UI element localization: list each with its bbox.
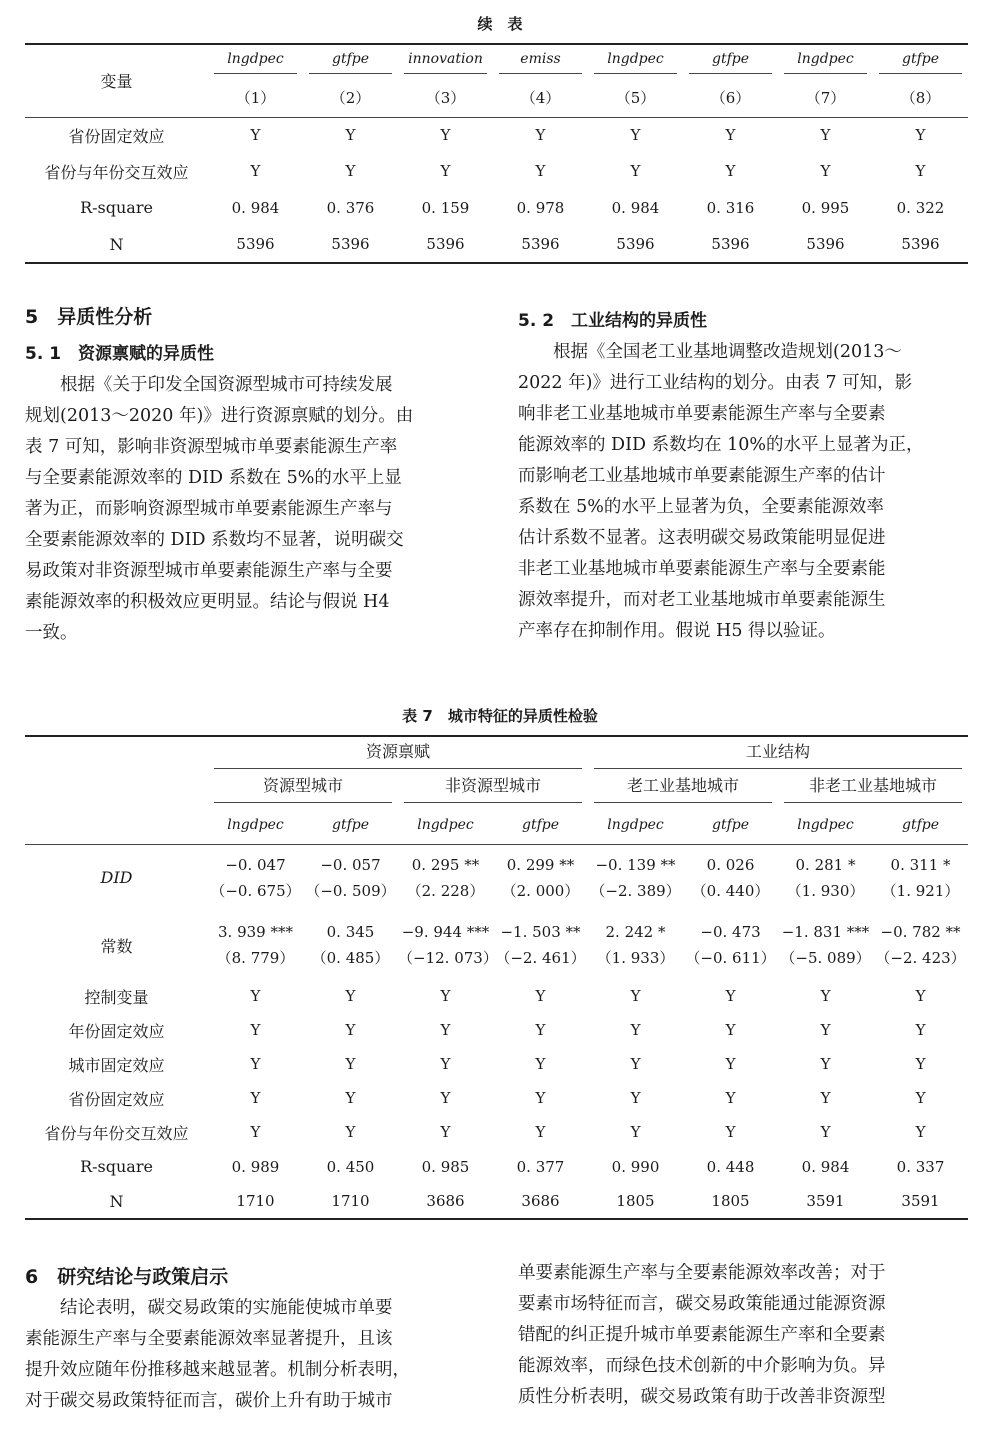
table-cell: 5396: [236, 235, 275, 253]
table-cell: 0. 376: [326, 198, 375, 217]
col-name: gtfpe: [902, 816, 940, 833]
table-cell: 0. 984: [611, 198, 660, 217]
table-cell: Y: [820, 126, 831, 145]
col-number: （1）: [235, 89, 276, 108]
text-line: 表 7 可知，影响非资源型城市单要素能源生产率: [25, 437, 398, 457]
col-name: gtfpe: [879, 51, 962, 74]
col-name: lngdpec: [594, 51, 677, 74]
table-cell: 0. 985: [421, 1157, 470, 1176]
table-cell: Y: [915, 1055, 926, 1073]
t-value: （0. 485）: [311, 949, 390, 967]
coef-value: −0. 057: [320, 855, 381, 874]
text-line: 根据《关于印发全国资源型城市可持续发展: [25, 375, 393, 395]
did-row: [25, 844, 968, 911]
row-label: 省份与年份交互效应: [44, 162, 189, 182]
coef-value: −1. 831 ***: [781, 923, 870, 941]
text-line: 一致。: [25, 623, 78, 643]
table-row: [25, 226, 968, 263]
table-cell: Y: [820, 987, 831, 1005]
text-line: 素能源生产率与全要素能源效率显著提升，且该: [25, 1329, 393, 1349]
col-name: gtfpe: [521, 816, 560, 833]
col-number: （7）: [805, 89, 846, 108]
col-name: gtfpe: [331, 816, 370, 833]
row-label: DID: [100, 868, 133, 888]
col-name: lngdpec: [607, 816, 664, 833]
constant-row: [25, 911, 968, 979]
table-cell: Y: [345, 1055, 356, 1073]
coef-value: −1. 503 **: [500, 923, 581, 941]
col-name: gtfpe: [309, 51, 392, 74]
table-cell: 5396: [521, 235, 560, 253]
t-value: （1. 930）: [786, 881, 865, 900]
text-line: 源效率提升，而对老工业基地城市单要素能源生: [518, 590, 886, 610]
row-label: 省份固定效应: [68, 1089, 165, 1109]
table-cell: Y: [535, 1021, 546, 1039]
table-cell: Y: [345, 126, 356, 145]
section-6-left-text: [25, 1293, 480, 1417]
table-cell: 0. 990: [611, 1157, 660, 1176]
continued-table-body: [25, 117, 968, 263]
variable-header: 变量: [25, 44, 208, 117]
table-cell: Y: [915, 162, 926, 180]
table-cell: Y: [820, 1021, 831, 1039]
col-number: （4）: [520, 89, 561, 108]
table-cell: Y: [725, 1123, 736, 1141]
text-line: 而影响老工业基地城市单要素能源生产率的估计: [518, 466, 886, 486]
table-cell: Y: [440, 1055, 451, 1073]
table-cell: Y: [725, 1021, 736, 1039]
table-cell: 0. 984: [231, 198, 280, 217]
row-label: R-square: [80, 198, 153, 217]
section-5-heading: 5 异质性分析: [25, 306, 153, 328]
table-row: [25, 1184, 968, 1219]
coef-value: 2. 242 *: [605, 923, 666, 941]
table-cell: Y: [345, 1021, 356, 1039]
section-5-2-heading: 5. 2 工业结构的异质性: [518, 311, 708, 331]
t-value: （−12. 073）: [398, 949, 498, 967]
col-name: emiss: [499, 51, 582, 74]
table-cell: Y: [725, 1055, 736, 1073]
col-name: lngdpec: [214, 51, 297, 74]
row-label: N: [109, 234, 124, 254]
table-cell: 0. 316: [706, 198, 755, 217]
table-row: [25, 153, 968, 189]
table-cell: 5396: [901, 235, 940, 253]
table-row: [25, 1149, 968, 1184]
col-number: （3）: [425, 89, 466, 108]
table-cell: 1710: [236, 1192, 275, 1210]
t-value: （8. 779）: [216, 949, 295, 967]
coef-value: −0. 782 **: [880, 923, 961, 941]
text-line: 提升效应随年份推移越来越显著。机制分析表明，: [25, 1360, 410, 1380]
col-name: lngdpec: [227, 816, 284, 833]
t-value: （−0. 509）: [305, 881, 396, 900]
text-line: 规划(2013～2020 年)》进行资源禀赋的划分。由: [25, 406, 414, 426]
table-cell: 5396: [426, 235, 465, 253]
table-cell: 0. 448: [706, 1157, 755, 1176]
row-label: 省份与年份交互效应: [44, 1123, 189, 1143]
section-5-1-heading: 5. 1 资源禀赋的异质性: [25, 344, 215, 364]
table-cell: 0. 978: [516, 198, 565, 217]
coef-value: 0. 345: [326, 923, 375, 941]
section-5-2-text: [518, 337, 974, 647]
text-line: 质性分析表明，碳交易政策有助于改善非资源型: [518, 1387, 886, 1407]
table-cell: 1710: [331, 1192, 370, 1210]
table-cell: Y: [630, 1089, 641, 1107]
text-line: 2022 年)》进行工业结构的划分。由表 7 可知，影: [518, 373, 913, 393]
t-value: （−0. 675）: [210, 881, 301, 900]
table-cell: Y: [915, 126, 926, 145]
t-value: （0. 440）: [691, 881, 770, 900]
table-cell: Y: [440, 126, 451, 145]
col-name: innovation: [404, 51, 487, 74]
table-cell: 0. 995: [801, 198, 850, 217]
text-line: 要素市场特征而言，碳交易政策能通过能源资源: [518, 1294, 886, 1314]
table-cell: 0. 984: [801, 1157, 850, 1176]
row-label: N: [109, 1191, 124, 1211]
row-label: 控制变量: [84, 987, 149, 1007]
t-value: （−2. 461）: [495, 949, 586, 967]
table-cell: Y: [820, 1055, 831, 1073]
table-cell: Y: [630, 1055, 641, 1073]
table-cell: 1805: [616, 1192, 655, 1210]
subgroup-old-industrial-city: 老工业基地城市: [594, 773, 772, 803]
col-number: （8）: [900, 89, 941, 108]
table-7-caption: 表 7 城市特征的异质性检验: [402, 707, 598, 725]
table-7: [25, 735, 968, 1220]
table-cell: Y: [250, 126, 261, 145]
table-cell: Y: [250, 987, 261, 1005]
table-cell: Y: [915, 1021, 926, 1039]
table-cell: Y: [250, 1089, 261, 1107]
text-line: 能源效率，而绿色技术创新的中介影响为负。异: [518, 1356, 886, 1376]
table-cell: Y: [915, 1123, 926, 1141]
text-line: 素能源效率的积极效应更明显。结论与假说 H4: [25, 592, 390, 612]
table-cell: Y: [535, 126, 546, 145]
text-line: 与全要素能源效率的 DID 系数在 5%的水平上显: [25, 468, 402, 488]
subgroup-resource-city: 资源型城市: [214, 773, 392, 803]
table-cell: Y: [440, 1123, 451, 1141]
t-value: （−2. 389）: [590, 881, 681, 900]
coef-value: −9. 944 ***: [401, 923, 490, 941]
t-value: （1. 921）: [881, 881, 960, 900]
table-cell: Y: [820, 1123, 831, 1141]
table-cell: Y: [535, 1123, 546, 1141]
row-label: 省份固定效应: [68, 126, 165, 146]
coef-value: 0. 281 *: [795, 855, 856, 874]
table-cell: 5396: [616, 235, 655, 253]
table-cell: Y: [250, 1123, 261, 1141]
coef-value: 3. 939 ***: [218, 923, 293, 941]
text-line: 著为正，而影响资源型城市单要素能源生产率与: [25, 499, 393, 519]
table-cell: Y: [345, 987, 356, 1005]
table-cell: 0. 377: [516, 1157, 565, 1176]
t-value: （2. 000）: [501, 881, 580, 900]
row-label: 年份固定效应: [68, 1021, 165, 1041]
table-cell: Y: [535, 162, 546, 180]
col-name: gtfpe: [689, 51, 772, 74]
coef-value: 0. 026: [706, 855, 755, 874]
t-value: （−5. 089）: [780, 949, 871, 967]
table-cell: Y: [345, 1123, 356, 1141]
col-name: lngdpec: [417, 816, 474, 833]
table-cell: 0. 159: [421, 198, 470, 217]
col-name: gtfpe: [712, 816, 750, 833]
subgroup-non-old-industrial-city: 非老工业基地城市: [784, 773, 962, 803]
coef-value: −0. 139 **: [595, 855, 676, 874]
group-header-industry: 工业结构: [594, 739, 962, 769]
section-6-right-text: [518, 1258, 974, 1413]
table-cell: Y: [440, 162, 451, 180]
col-name: lngdpec: [797, 816, 854, 833]
table-cell: Y: [915, 987, 926, 1005]
text-line: 对于碳交易政策特征而言，碳价上升有助于城市: [25, 1391, 393, 1411]
coef-value: 0. 311 *: [890, 855, 951, 874]
subgroup-non-resource-city: 非资源型城市: [404, 773, 582, 803]
table-cell: 0. 989: [231, 1157, 280, 1176]
table-cell: Y: [915, 1089, 926, 1107]
text-line: 单要素能源生产率与全要素能源效率改善；对于: [518, 1263, 886, 1283]
table-cell: Y: [630, 126, 641, 145]
table-cell: 3686: [521, 1192, 560, 1210]
table-cell: Y: [820, 1089, 831, 1107]
text-line: 根据《全国老工业基地调整改造规划(2013～: [518, 342, 902, 362]
table-cell: Y: [345, 1089, 356, 1107]
table-cell: 1805: [711, 1192, 750, 1210]
col-name: lngdpec: [784, 51, 867, 74]
group-header-resource: 资源禀赋: [214, 739, 582, 769]
table-cell: Y: [725, 162, 736, 180]
t-value: （2. 228）: [406, 881, 485, 900]
table-cell: Y: [535, 987, 546, 1005]
text-line: 结论表明，碳交易政策的实施能使城市单要: [25, 1298, 393, 1318]
col-number: （5）: [615, 89, 656, 108]
coef-value: −0. 473: [700, 923, 761, 941]
table-cell: Y: [440, 1089, 451, 1107]
table-cell: Y: [630, 987, 641, 1005]
table-cell: 0. 337: [896, 1157, 945, 1176]
table-cell: Y: [630, 1123, 641, 1141]
table-row: [25, 1081, 968, 1115]
coef-value: 0. 299 **: [506, 855, 575, 874]
table-cell: Y: [725, 987, 736, 1005]
t-value: （1. 933）: [596, 949, 675, 967]
table-row: [25, 189, 968, 226]
table-cell: 5396: [806, 235, 845, 253]
col-number: （2）: [330, 89, 371, 108]
table-cell: 3591: [806, 1192, 845, 1210]
text-line: 全要素能源效率的 DID 系数均不显著，说明碳交: [25, 530, 404, 550]
text-line: 估计系数不显著。这表明碳交易政策能明显促进: [518, 528, 886, 548]
table-cell: Y: [820, 162, 831, 180]
table-cell: Y: [725, 1089, 736, 1107]
row-label: 城市固定效应: [68, 1055, 165, 1075]
table-cell: Y: [630, 1021, 641, 1039]
table-cell: Y: [725, 126, 736, 145]
table-row: [25, 979, 968, 1013]
table-cell: Y: [250, 1021, 261, 1039]
text-line: 易政策对非资源型城市单要素能源生产率与全要: [25, 561, 393, 581]
table-cell: 5396: [331, 235, 370, 253]
table-cell: Y: [535, 1055, 546, 1073]
coef-value: 0. 295 **: [411, 855, 480, 874]
table-cell: Y: [250, 162, 261, 180]
table-cell: Y: [440, 1021, 451, 1039]
section-6-heading: 6 研究结论与政策启示: [25, 1266, 229, 1288]
table-cell: Y: [630, 162, 641, 180]
continued-table-caption: 续 表: [477, 15, 523, 33]
row-label: 常数: [100, 936, 133, 956]
section-5-1-text: [25, 370, 480, 649]
table-row: [25, 1115, 968, 1149]
col-number: （6）: [710, 89, 751, 108]
text-line: 响非老工业基地城市单要素能源生产率与全要素: [518, 404, 886, 424]
text-line: 能源效率的 DID 系数均在 10%的水平上显著为正，: [518, 435, 924, 455]
table-cell: 5396: [711, 235, 750, 253]
table-cell: 0. 450: [326, 1157, 375, 1176]
continued-table: [25, 43, 968, 264]
coef-value: −0. 047: [225, 855, 286, 874]
t-value: （−0. 611）: [685, 949, 776, 967]
table-cell: 0. 322: [896, 198, 945, 217]
text-line: 非老工业基地城市单要素能源生产率与全要素能: [518, 559, 886, 579]
t-value: （−2. 423）: [875, 949, 966, 967]
table-cell: 3686: [426, 1192, 465, 1210]
table-cell: 3591: [901, 1192, 940, 1210]
row-label: R-square: [80, 1157, 153, 1176]
table-cell: Y: [535, 1089, 546, 1107]
table-cell: Y: [345, 162, 356, 180]
table-row: [25, 117, 968, 153]
text-line: 系数在 5%的水平上显著为负，全要素能源效率: [518, 497, 884, 517]
table-cell: Y: [440, 987, 451, 1005]
text-line: 产率存在抑制作用。假说 H5 得以验证。: [518, 621, 836, 641]
table-row: [25, 1013, 968, 1047]
text-line: 错配的纠正提升城市单要素能源生产率和全要素: [518, 1325, 886, 1345]
table-cell: Y: [250, 1055, 261, 1073]
table-row: [25, 1047, 968, 1081]
